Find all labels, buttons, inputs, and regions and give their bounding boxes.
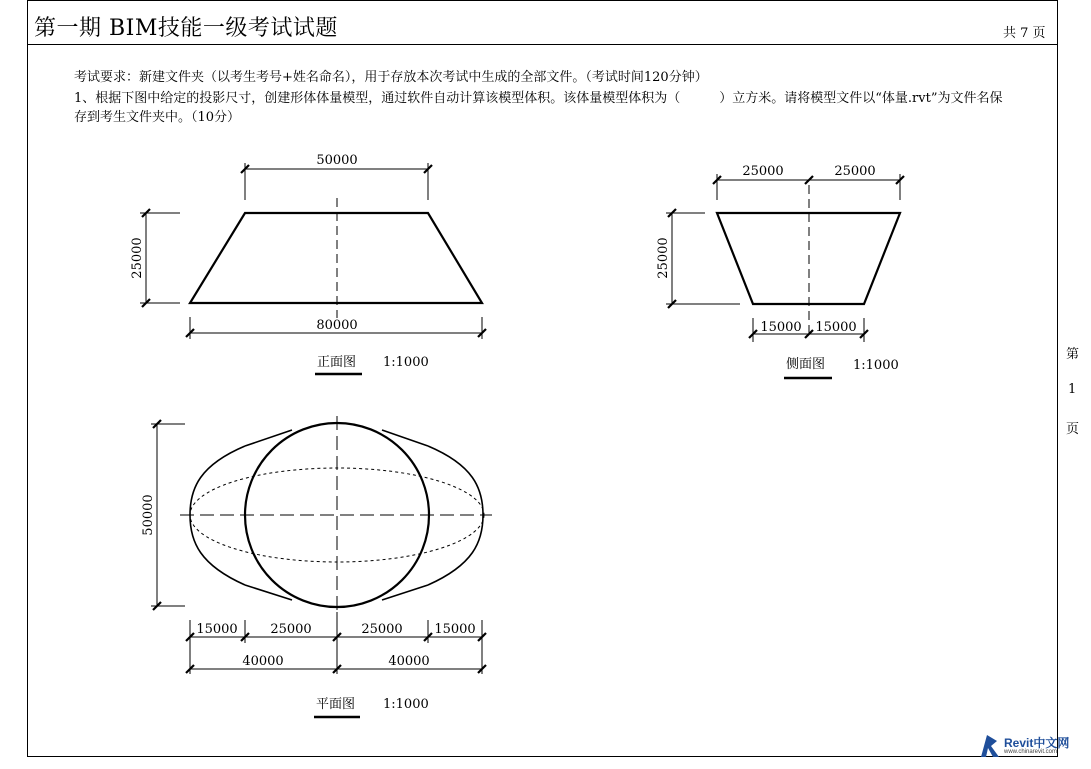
plan-dim-4: 15000 — [434, 622, 476, 637]
side-page-char-3: 页 — [1066, 422, 1080, 437]
front-dim-height: 25000 — [130, 237, 145, 279]
side-page-char-1: 第 — [1066, 347, 1080, 362]
watermark-url: www.chinarevit.com — [1004, 748, 1058, 755]
plan-dim-height: 50000 — [141, 494, 156, 536]
front-view-scale: 1:1000 — [383, 355, 429, 370]
plan-view — [141, 416, 492, 717]
side-dim-top-right: 25000 — [834, 164, 876, 179]
plan-dim-5: 40000 — [242, 654, 284, 669]
side-dim-top-left: 25000 — [742, 164, 784, 179]
page-title: 第一期 BIM技能一级考试试题 — [34, 16, 338, 41]
revit-r-icon — [979, 733, 1001, 759]
front-view-label: 正面图 — [317, 355, 357, 370]
plan-dim-6: 40000 — [388, 654, 430, 669]
exam-requirements: 考试要求：新建文件夹（以考生考号+姓名命名），用于存放本次考试中生成的全部文件。（考试时间120分钟） — [74, 70, 708, 85]
side-view — [656, 164, 904, 378]
side-view-label: 侧面图 — [786, 357, 826, 372]
side-view-scale: 1:1000 — [853, 358, 899, 373]
plan-view-label: 平面图 — [316, 697, 356, 712]
total-pages: 共 7 页 — [1003, 26, 1046, 41]
side-dim-bottom-right: 15000 — [815, 320, 857, 335]
question-1-text: 1、根据下图中给定的投影尺寸，创建形体体量模型，通过软件自动计算该模型体积。该体量模型体积为（ ）立方米。请将模型文件以“体量.rvt”为文件名保存到考生文件夹中。（10分） — [74, 91, 1003, 125]
side-page-char-2: 1 — [1068, 382, 1077, 397]
side-dim-bottom-left: 15000 — [760, 320, 802, 335]
watermark-logo — [979, 733, 1069, 759]
plan-dim-3: 25000 — [361, 622, 403, 637]
watermark-brand: Revit中文网 — [1004, 735, 1070, 750]
front-view — [130, 153, 486, 374]
front-trapezoid — [190, 213, 482, 303]
front-dim-top: 50000 — [316, 153, 358, 168]
plan-view-scale: 1:1000 — [383, 697, 429, 712]
plan-dim-2: 25000 — [270, 622, 312, 637]
plan-dim-1: 15000 — [196, 622, 238, 637]
front-dim-bottom: 80000 — [316, 318, 358, 333]
side-dim-height: 25000 — [656, 237, 671, 279]
